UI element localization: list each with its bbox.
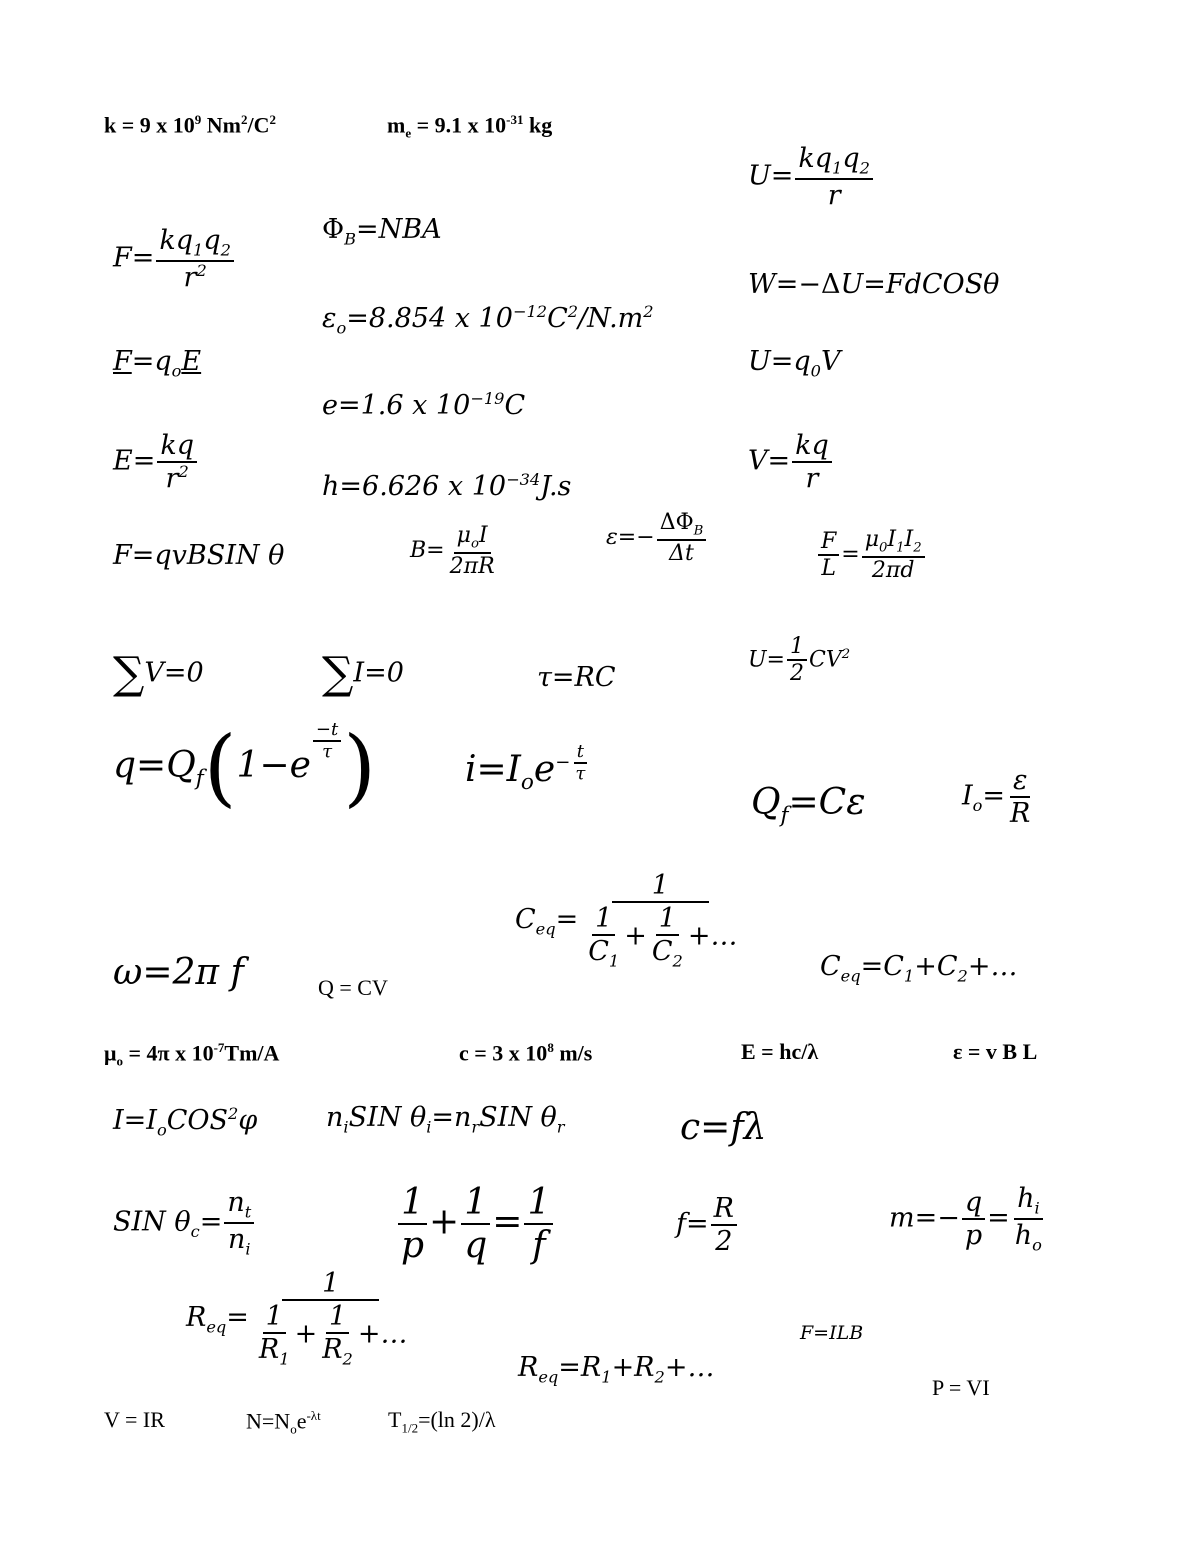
magnetic-force-on-charge-formula: F=qvBSIN θ xyxy=(113,540,285,571)
parallel-wire-force-formula: $\frac{F}{L}$ = $\frac{\mu_0I_1I_2}{2\pi d}$ xyxy=(816,527,927,583)
permeability-constant: $\mu_o = 4\pi$ x $10^{-7}Tm/A$ xyxy=(104,1040,280,1069)
work-formula: W=−ΔU=FdCOSθ xyxy=(748,269,1000,300)
electric-force-formula: $F=q_oE$ xyxy=(113,346,202,381)
power-formula: P = VI xyxy=(932,1375,990,1400)
permittivity-formula: $\varepsilon_o=8.854$ x $10^{-12}C^2/N.m^2$ xyxy=(322,302,654,338)
current-decay-formula: $i=I_oe-$ $\frac{t}{\tau}$ xyxy=(465,741,586,796)
charge-capacitance-formula: Q = CV xyxy=(318,975,388,1000)
electric-field-formula: E= $\frac{kq}{r^2}$ xyxy=(113,430,199,494)
elementary-charge-formula: e=1.6 x $10^{-19}C$ xyxy=(322,389,526,421)
kirchhoff-voltage-law: ∑V=0 xyxy=(113,648,204,699)
coulomb-law-formula: F= $\frac{kq_1q_2}{r^2}$ xyxy=(113,225,236,293)
electric-potential-energy-formula: $U=q_0V$ xyxy=(748,346,841,381)
potential-energy-formula: U= $\frac{kq_1q_2}{r}$ xyxy=(748,143,875,211)
initial-current-formula: $I_o=$ $\frac{\varepsilon}{R}$ xyxy=(962,765,1031,830)
magnetic-flux-formula: $\Phi_B=NBA$ xyxy=(322,214,442,249)
final-charge-formula: $Q_f=C\varepsilon$ xyxy=(751,782,866,829)
faraday-law-formula: ε=− $\frac{\Delta\Phi_B}{\Delta t}$ xyxy=(606,510,708,566)
focal-length-formula: f= $\frac{R}{2}$ xyxy=(676,1193,739,1257)
speed-of-light-constant: c = 3 x $10^8$ m/s xyxy=(459,1040,593,1066)
critical-angle-formula: SIN $\theta_c=$ $\frac{n_t}{n_i}$ xyxy=(113,1187,256,1259)
coulomb-constant: k = 9 x $10^9$ $Nm^2/C^2$ xyxy=(104,112,276,138)
capacitor-energy-formula: U= $\frac{1}{2}$ $CV^2$ xyxy=(748,634,851,687)
loop-magnetic-field-formula: B= $\frac{\mu_oI}{2\pi R}$ xyxy=(410,523,495,579)
series-capacitance-formula: $C_{eq}=$ 1 $\frac{1}{C_1}$ + $\frac{1}{C_2}$ +… xyxy=(515,870,738,971)
series-resistance-formula: $R_{eq}=R_1+R_2+\dots$ xyxy=(518,1352,715,1387)
motional-emf-formula: ε = v B L xyxy=(953,1039,1038,1064)
electron-mass: $m_e = 9.1$ x $10^{-31}$ kg xyxy=(387,112,553,141)
planck-constant-formula: h=6.626 x $10^{-34}J.s$ xyxy=(322,470,572,502)
photon-energy-formula: E = hc/λ xyxy=(741,1039,819,1064)
half-life-formula: $T_{1/2}=(\ln$ 2)/λ xyxy=(388,1407,496,1436)
time-constant-formula: τ=RC xyxy=(537,662,616,693)
magnification-formula: m=− $\frac{q}{p}$ = $\frac{h_i}{h_o}$ xyxy=(889,1183,1042,1255)
radioactive-decay-formula: $N=N_oe^{-\lambda t}$ xyxy=(246,1408,321,1437)
thin-lens-formula: $\frac{1}{p}$ + $\frac{1}{q}$ = $\frac{1}{f}$ xyxy=(396,1182,555,1267)
kirchhoff-current-law: ∑I=0 xyxy=(322,648,404,699)
parallel-resistance-formula: $R_{eq}=$ 1 $\frac{1}{R_1}$ + $\frac{1}{R_2}$ +… xyxy=(186,1268,408,1369)
capacitor-charging-formula: $q=Q_f(1-e$ $\frac{-t}{\tau}$ ) xyxy=(113,718,376,816)
snell-law-formula: $n_iSIN$ $\theta_i=n_rSIN$ $\theta_r$ xyxy=(326,1102,565,1137)
wave-speed-formula: c=fλ xyxy=(680,1107,767,1148)
electric-potential-formula: V= $\frac{kq}{r}$ xyxy=(748,430,834,494)
malus-law-formula: $I=I_oCOS^2\varphi$ xyxy=(113,1104,258,1140)
ohm-law-formula: V = IR xyxy=(104,1407,165,1432)
parallel-capacitance-formula: $C_{eq}=C_1+C_2+\dots$ xyxy=(820,951,1018,986)
angular-frequency-formula: ω=2π f xyxy=(113,952,244,993)
wire-force-formula: F=ILB xyxy=(800,1322,864,1344)
